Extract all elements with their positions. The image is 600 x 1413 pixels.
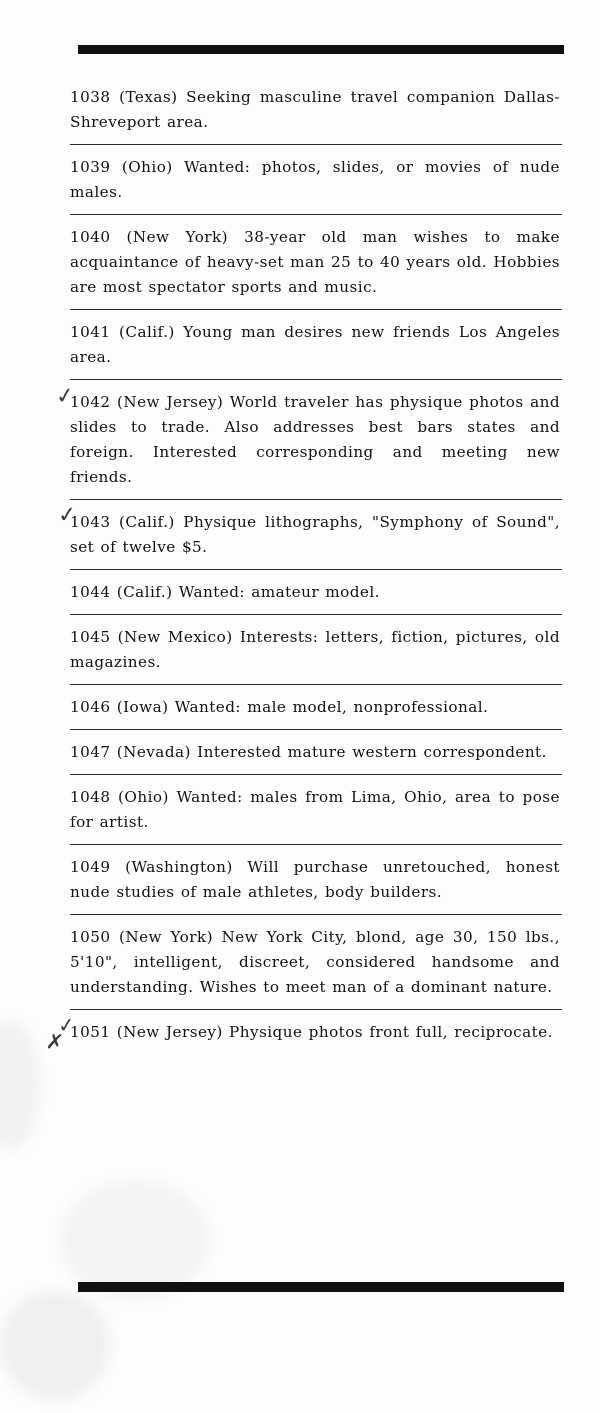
scan-smudge <box>0 1020 40 1150</box>
ad-entry-text: 1040 (New York) 38-year old man wishes to make acquaintance of heavy-set man 25 to 40 years old. Hobbies are most spectator sports and music. <box>70 228 560 296</box>
scan-smudge <box>0 1290 110 1400</box>
classified-ad-list <box>44 85 562 1064</box>
list-item <box>70 580 562 615</box>
handwritten-check-icon: ✓ <box>56 502 78 529</box>
ad-entry-text: 1048 (Ohio) Wanted: males from Lima, Ohio, area to pose for artist. <box>70 788 560 831</box>
handwritten-x-icon: ✗ <box>44 1029 65 1055</box>
ad-entry-text: 1043 (Calif.) Physique lithographs, "Symphony of Sound", set of twelve $5. <box>70 513 560 556</box>
top-rule-bar <box>78 45 564 54</box>
ad-entry-text: 1041 (Calif.) Young man desires new friends Los Angeles area. <box>70 323 560 366</box>
list-item <box>70 155 562 215</box>
list-item <box>70 785 562 845</box>
handwritten-check-icon: ✓ <box>54 382 77 411</box>
list-item <box>70 695 562 730</box>
list-item <box>70 925 562 1010</box>
list-item <box>70 320 562 380</box>
ad-entry-text: 1049 (Washington) Will purchase unretouched, honest nude studies of male athletes, body builders. <box>70 858 560 901</box>
ad-entry-text: 1039 (Ohio) Wanted: photos, slides, or movies of nude males. <box>70 158 560 201</box>
list-item <box>70 855 562 915</box>
ad-entry-text: 1046 (Iowa) Wanted: male model, nonprofessional. <box>70 698 489 716</box>
ad-entry-text: 1038 (Texas) Seeking masculine travel companion Dallas-Shreveport area. <box>70 88 560 131</box>
list-item <box>70 85 562 145</box>
bottom-rule-bar <box>78 1282 564 1292</box>
handwritten-check-icon: ✓ <box>56 1012 76 1038</box>
ad-entry-text: 1042 (New Jersey) World traveler has physique photos and slides to trade. Also addresses best bars states and foreign. Interested corresponding and meeting new friends. <box>70 393 560 486</box>
ad-entry-text: 1051 (New Jersey) Physique photos front full, reciprocate. <box>70 1023 553 1041</box>
list-item <box>70 225 562 310</box>
ad-entry-text: 1050 (New York) New York City, blond, age 30, 150 lbs., 5'10", intelligent, discreet, considered handsome and understanding. Wishes to meet man of a dominant nature. <box>70 928 560 996</box>
list-item <box>44 1012 562 1055</box>
list-item <box>56 502 562 570</box>
list-item <box>54 382 562 500</box>
list-item <box>70 740 562 775</box>
ad-entry-text: 1044 (Calif.) Wanted: amateur model. <box>70 583 380 601</box>
ad-entry-text: 1045 (New Mexico) Interests: letters, fiction, pictures, old magazines. <box>70 628 560 671</box>
list-item <box>70 625 562 685</box>
ad-entry-text: 1047 (Nevada) Interested mature western correspondent. <box>70 743 547 761</box>
